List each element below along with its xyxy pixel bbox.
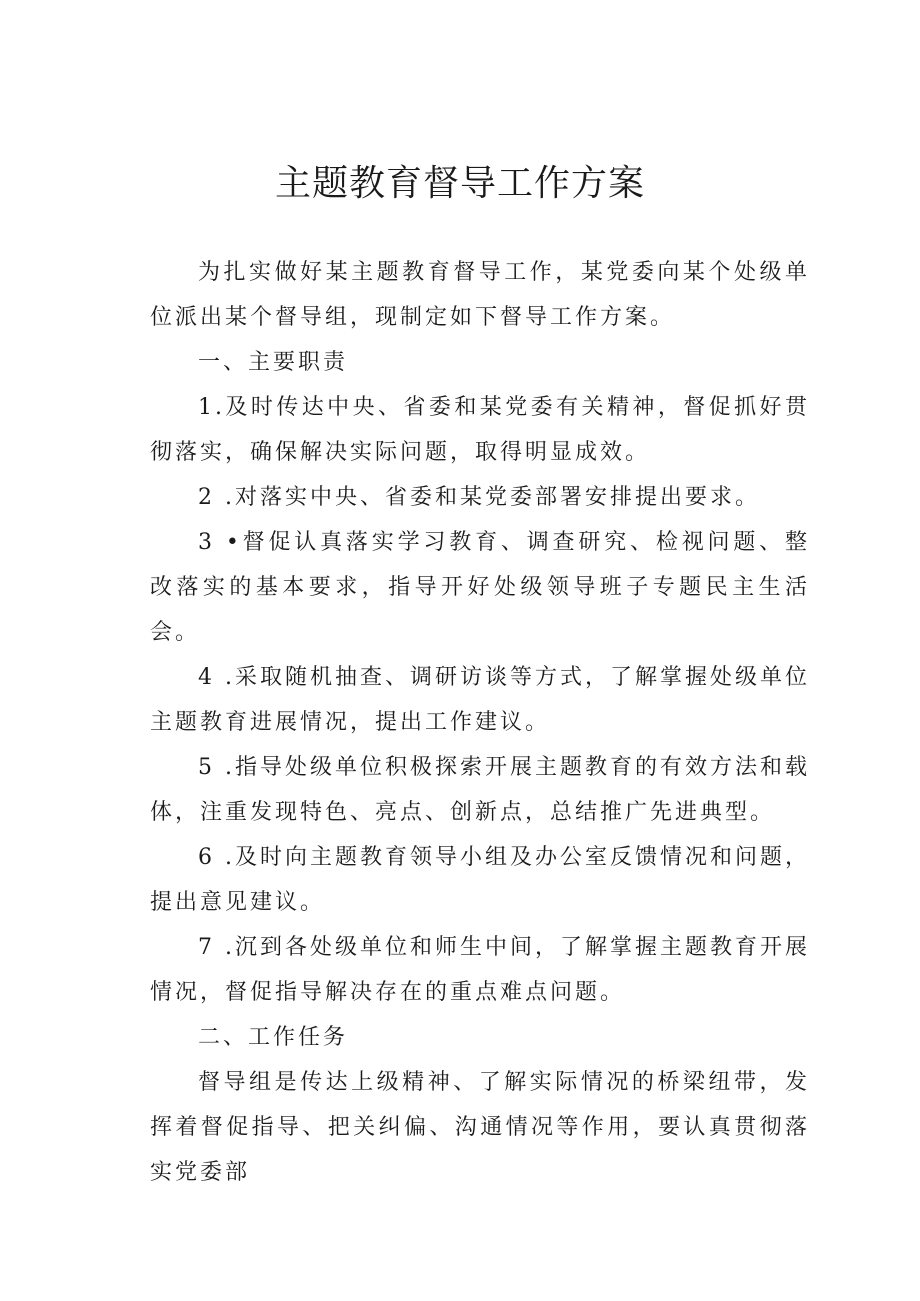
document-body bbox=[150, 250, 810, 1195]
section-heading-duties: 一、主要职责 bbox=[198, 350, 349, 375]
duty-item-2: 2 .对落实中央、省委和某党委部署安排提出要求。 bbox=[198, 485, 760, 510]
duty-item-3: 3 •督促认真落实学习教育、调查研究、检视问题、整改落实的基本要求，指导开好处级领导班子专题民主生活会。 bbox=[150, 530, 810, 645]
duty-item-5: 5 .指导处级单位积极探索开展主题教育的有效方法和载体，注重发现特色、亮点、创新点，总结推广先进典型。 bbox=[150, 755, 810, 825]
document-title: 主题教育督导工作方案 bbox=[274, 163, 645, 204]
duty-item-7: 7 .沉到各处级单位和师生中间，了解掌握主题教育开展情况，督促指导解决存在的重点难点问题。 bbox=[150, 935, 810, 1005]
intro-paragraph: 为扎实做好某主题教育督导工作，某党委向某个处级单位派出某个督导组，现制定如下督导工作方案。 bbox=[150, 260, 810, 330]
duty-item-4: 4 .采取随机抽查、调研访谈等方式，了解掌握处级单位主题教育进展情况，提出工作建议。 bbox=[150, 665, 810, 735]
section-heading-tasks: 二、工作任务 bbox=[198, 1025, 349, 1050]
tasks-paragraph: 督导组是传达上级精神、了解实际情况的桥梁纽带，发挥着督促指导、把关纠偏、沟通情况等作用，要认真贯彻落实党委部 bbox=[150, 1070, 810, 1185]
duty-item-6: 6 .及时向主题教育领导小组及办公室反馈情况和问题，提出意见建议。 bbox=[150, 845, 810, 915]
duty-item-1: 1.及时传达中央、省委和某党委有关精神，督促抓好贯彻落实，确保解决实际问题，取得明显成效。 bbox=[150, 395, 810, 465]
